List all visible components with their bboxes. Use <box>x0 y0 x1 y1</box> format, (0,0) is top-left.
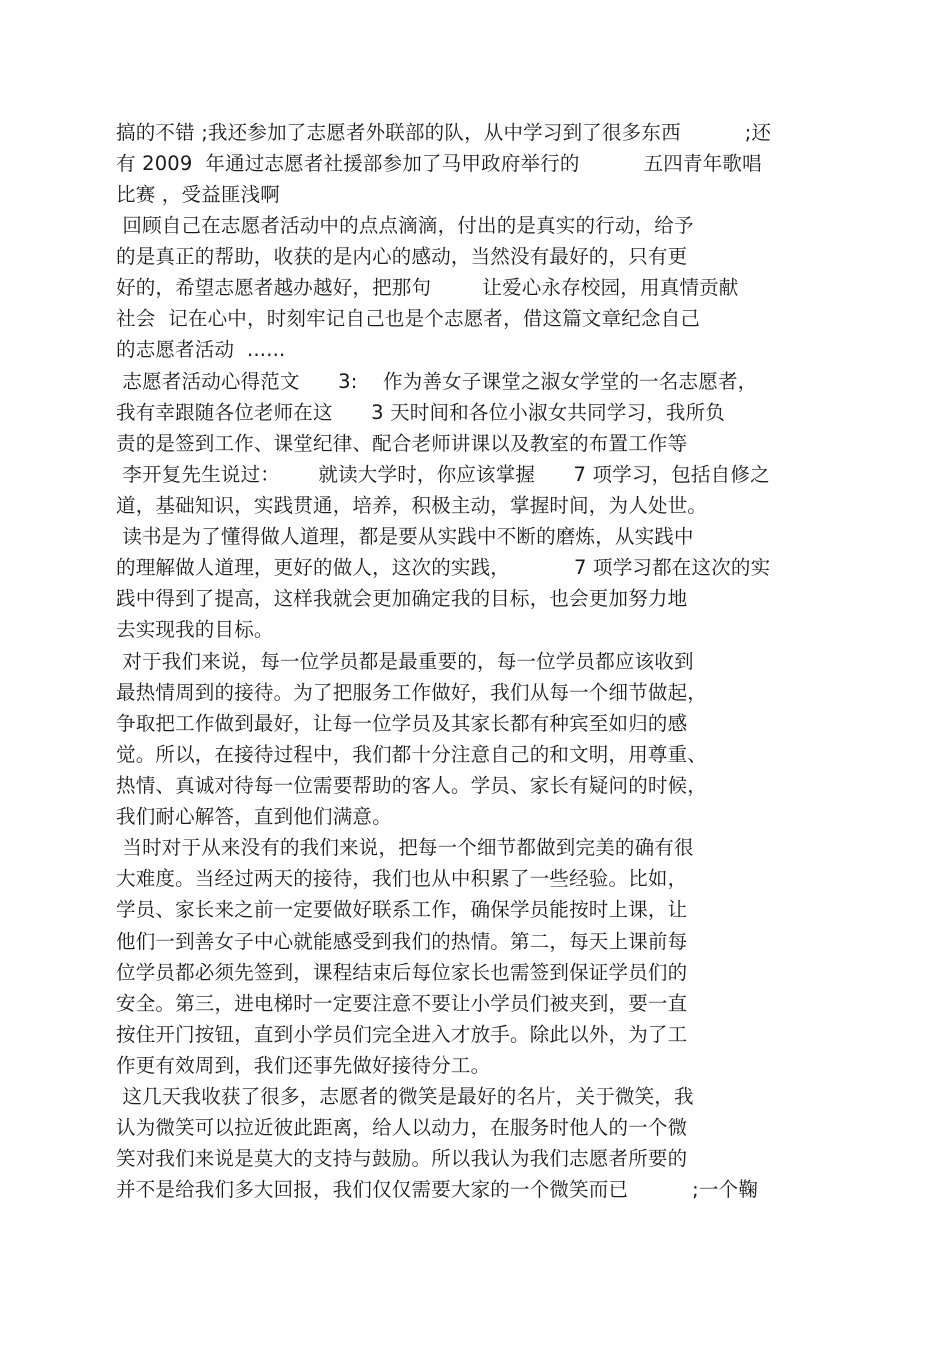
text-line: 搞的不错 ;我还参加了志愿者外联部的队，从中学习到了很多东西 ;还 <box>116 121 772 144</box>
text-line: 我有幸跟随各位老师在这 3 天时间和各位小淑女共同学习，我所负 <box>116 401 725 424</box>
text-line: 最热情周到的接待。为了把服务工作做好，我们从每一个细节做起， <box>116 681 708 704</box>
text-line: 我们耐心解答，直到他们满意。 <box>116 805 392 828</box>
text-line: 的理解做人道理，更好的做人，这次的实践， 7 项学习都在这次的实 <box>116 556 771 579</box>
text-line: 大难度。当经过两天的接待，我们也从中积累了一些经验。比如， <box>116 867 688 890</box>
text-line: 道，基础知识，实践贯通，培养，积极主动，掌握时间，为人处世。 <box>116 494 708 517</box>
text-line: 认为微笑可以拉近彼此距离，给人以动力，在服务时他人的一个微 <box>116 1116 688 1139</box>
text-line: 这几天我收获了很多，志愿者的微笑是最好的名片，关于微笑，我 <box>116 1085 694 1108</box>
text-line: 去实现我的目标。 <box>116 618 274 641</box>
text-line: 对于我们来说，每一位学员都是最重要的，每一位学员都应该收到 <box>116 650 694 673</box>
text-line: 热情、真诚对待每一位需要帮助的客人。学员、家长有疑问的时候， <box>116 774 708 797</box>
text-line: 李开复先生说过： 就读大学时，你应该掌握 7 项学习，包括自修之 <box>116 463 770 486</box>
text-line: 争取把工作做到最好，让每一位学员及其家长都有种宾至如归的感 <box>116 712 688 735</box>
text-line: 作更有效周到，我们还事先做好接待分工。 <box>116 1054 491 1077</box>
text-line: 笑对我们来说是莫大的支持与鼓励。所以我认为我们志愿者所要的 <box>116 1147 688 1170</box>
text-line: 责的是签到工作、课堂纪律、配合老师讲课以及教室的布置工作等 <box>116 432 688 455</box>
text-line: 的是真正的帮助，收获的是内心的感动，当然没有最好的，只有更 <box>116 245 688 268</box>
text-line: 觉。所以，在接待过程中，我们都十分注意自己的和文明，用尊重、 <box>116 743 708 766</box>
text-line: 位学员都必须先签到，课程结束后每位家长也需签到保证学员们的 <box>116 961 688 984</box>
text-line: 践中得到了提高，这样我就会更加确定我的目标，也会更加努力地 <box>116 587 688 610</box>
text-line: 当时对于从来没有的我们来说，把每一个细节都做到完美的确有很 <box>116 836 694 859</box>
text-line: 有 2009 年通过志愿者社援部参加了马甲政府举行的 五四青年歌唱 <box>116 152 762 175</box>
text-line: 比赛 ，受益匪浅啊 <box>116 183 280 206</box>
text-line: 学员、家长来之前一定要做好联系工作，确保学员能按时上课，让 <box>116 898 688 921</box>
text-line: 安全。第三，进电梯时一定要注意不要让小学员们被夹到，要一直 <box>116 992 688 1015</box>
text-line: 读书是为了懂得做人道理，都是要从实践中不断的磨炼，从实践中 <box>116 525 694 548</box>
text-line: 按住开门按钮，直到小学员们完全进入才放手。除此以外，为了工 <box>116 1023 688 1046</box>
text-line: 的志愿者活动 ...... <box>116 338 286 361</box>
text-line: 社会 记在心中，时刻牢记自己也是个志愿者，借这篇文章纪念自己 <box>116 307 701 330</box>
text-line: 好的，希望志愿者越办越好，把那句 让爱心永存校园，用真情贡献 <box>116 276 739 299</box>
text-line: 他们一到善女子中心就能感受到我们的热情。第二，每天上课前每 <box>116 930 688 953</box>
text-line: 并不是给我们多大回报，我们仅仅需要大家的一个微笑而已 ;一个鞠 <box>116 1178 759 1201</box>
text-line: 志愿者活动心得范文 3: 作为善女子课堂之淑女学堂的一名志愿者， <box>116 370 758 393</box>
text-line: 回顾自己在志愿者活动中的点点滴滴，付出的是真实的行动，给予 <box>116 214 694 237</box>
